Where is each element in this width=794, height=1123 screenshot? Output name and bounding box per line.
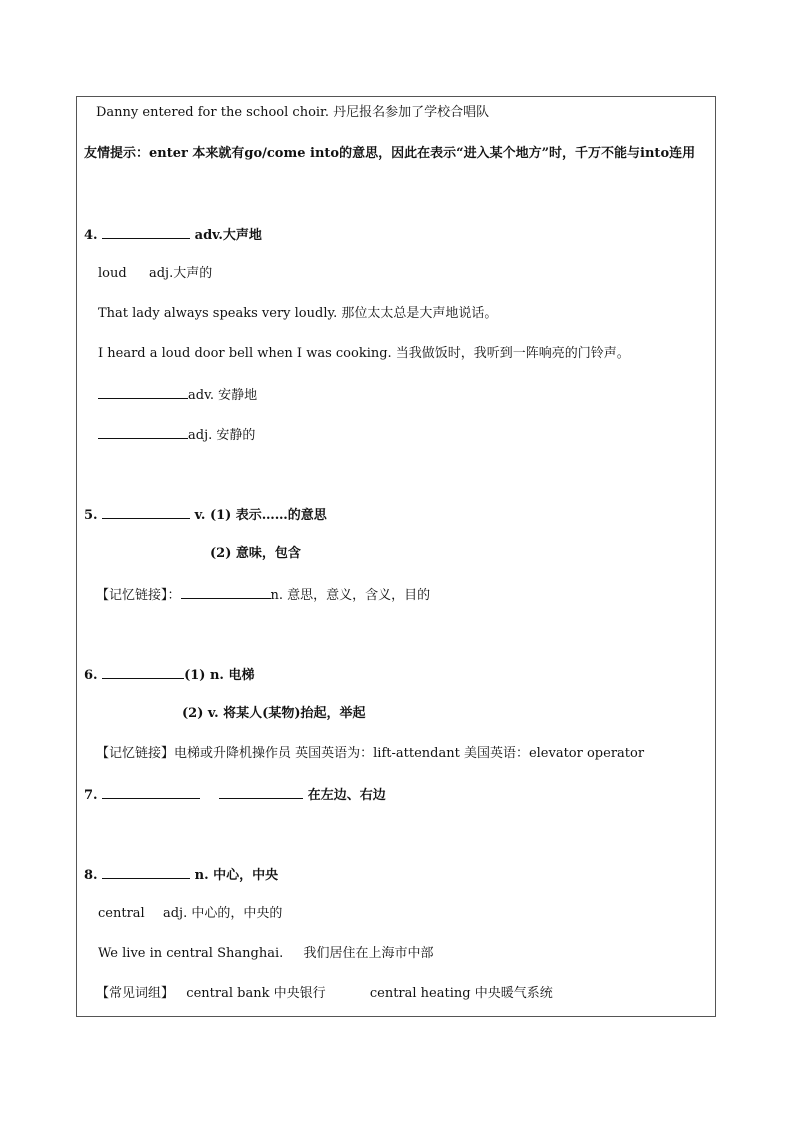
memory-link-1-meaning: n. 意思，意义，含义，目的 (270, 588, 431, 603)
item-6-blank[interactable] (102, 666, 184, 679)
item-8-blank[interactable] (102, 866, 190, 879)
example-shanghai-zh: 我们居住在上海市中部 (303, 946, 434, 961)
item-5-number: 5. (84, 508, 98, 523)
item-5-blank[interactable] (102, 506, 190, 519)
quiet-line (98, 426, 255, 444)
central-meaning: adj. 中心的，中央的 (162, 906, 283, 921)
item-7-blank-2[interactable] (219, 786, 303, 799)
memory-link-1-blank[interactable] (181, 586, 271, 599)
quietly-meaning: adv. 安静地 (188, 388, 258, 403)
item-8-meaning: n. 中心，中央 (194, 868, 279, 883)
example-shanghai-en: We live in central Shanghai. (98, 946, 284, 961)
quietly-blank[interactable] (98, 386, 188, 399)
friendly-tip: 友情提示：enter 本来就有go/come into的意思，因此在表示“进入某个地方”时，千万不能与into连用 (84, 146, 696, 161)
central-line (98, 906, 282, 922)
item-4-blank[interactable] (102, 226, 190, 239)
phrase-central-heating: central heating 中央暖气系统 (369, 986, 553, 1001)
quietly-line (98, 386, 257, 404)
item-7-blank-1[interactable] (102, 786, 200, 799)
quiet-blank[interactable] (98, 426, 188, 439)
loud-meaning: adj.大声的 (148, 266, 213, 281)
memory-link-2: 【记忆链接】电梯或升降机操作员 英国英语为：lift-attendant 美国英语：elevator operator (96, 746, 645, 761)
loud-line (98, 266, 212, 282)
item-7-meaning: 在左边、右边 (307, 788, 386, 803)
common-phrases (96, 986, 553, 1002)
item-4-number: 4. (84, 228, 98, 243)
item-5-meaning-1: v. (1) 表示……的意思 (194, 508, 327, 523)
item-6 (84, 666, 255, 684)
item-8-number: 8. (84, 868, 98, 883)
quiet-meaning: adj. 安静的 (188, 428, 256, 443)
item-7 (84, 786, 386, 804)
example-shanghai (98, 946, 434, 962)
item-6-number: 6. (84, 668, 98, 683)
item-4-meaning: adv.大声地 (194, 228, 262, 243)
item-5 (84, 506, 327, 524)
example-heard: I heard a loud door bell when I was cooking. 当我做饭时，我听到一阵响亮的门铃声。 (98, 346, 630, 361)
item-6-meaning-1: (1) n. 电梯 (184, 668, 255, 683)
common-phrases-label: 【常见词组】 (96, 986, 175, 1001)
example-danny: Danny entered for the school choir. 丹尼报名参加了学校合唱队 (96, 105, 490, 120)
item-7-number: 7. (84, 788, 98, 803)
example-lady: That lady always speaks very loudly. 那位太太总是大声地说话。 (98, 306, 498, 321)
memory-link-1-label: 【记忆链接】： (96, 588, 181, 603)
memory-link-1 (96, 586, 430, 604)
item-4 (84, 226, 262, 244)
item-8 (84, 866, 278, 884)
loud-word: loud (98, 266, 127, 281)
item-6-meaning-2: (2) v. 将某人(某物)抬起，举起 (182, 706, 366, 721)
item-5-meaning-2: (2) 意味，包含 (210, 546, 301, 561)
central-word: central (98, 906, 145, 921)
phrase-central-bank: central bank 中央银行 (186, 986, 326, 1001)
